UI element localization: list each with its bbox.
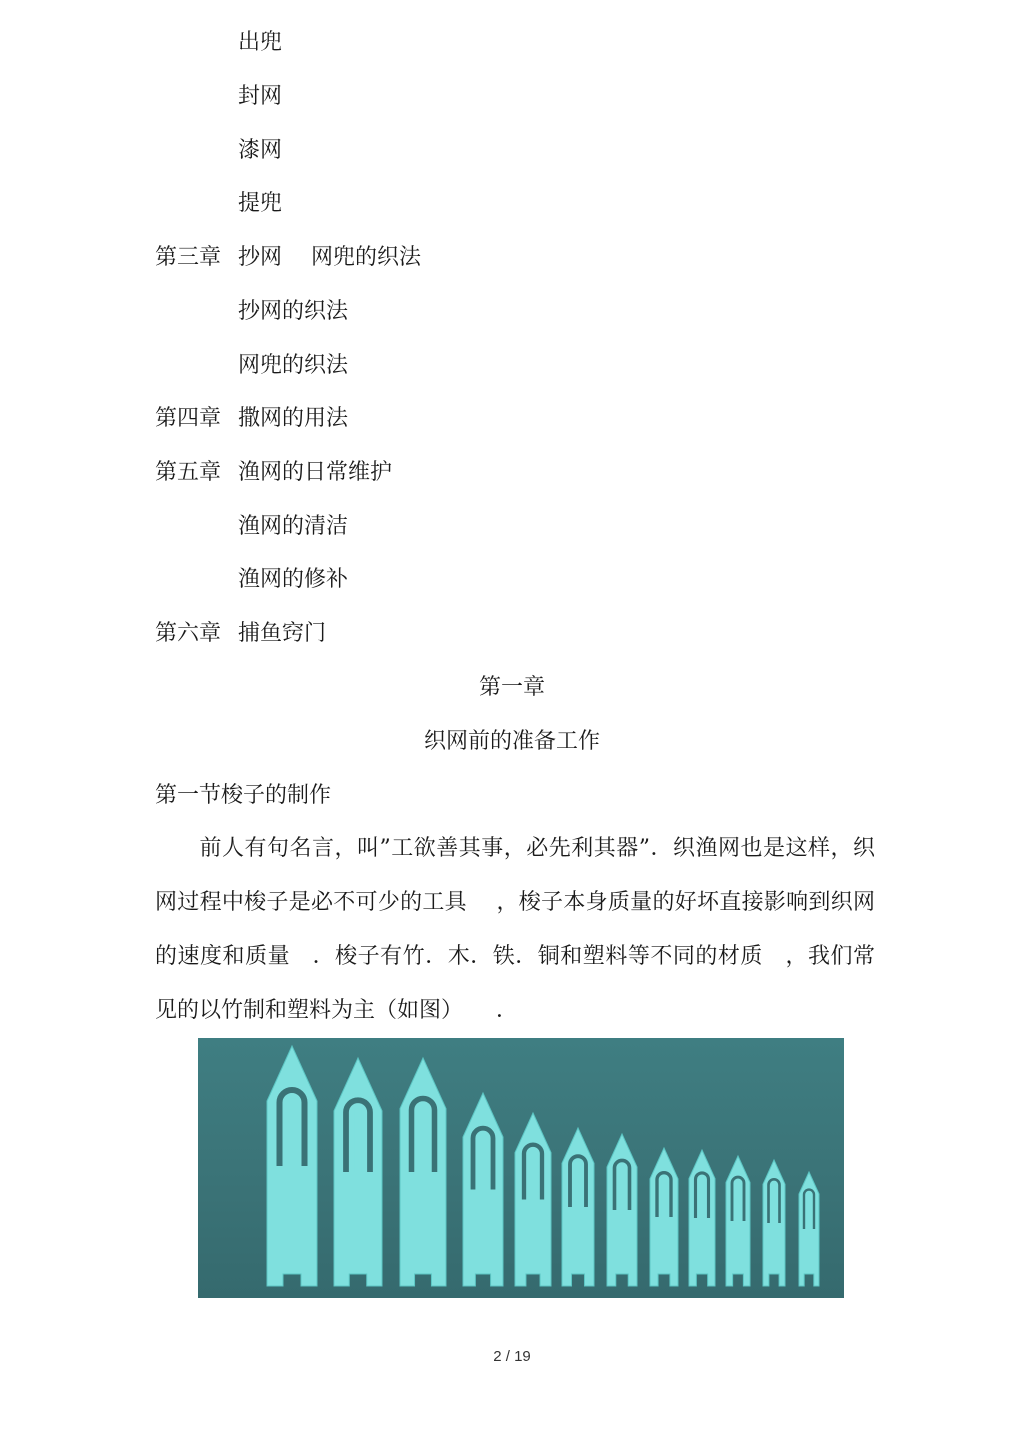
page-number: 2 / 19 — [493, 1348, 531, 1365]
chapter-number: 第四章 — [155, 406, 222, 431]
chapter-title: 渔网的日常维护 — [238, 460, 393, 485]
toc-chapter-3 — [155, 243, 421, 273]
toc-item-chudou: 出兜 — [238, 30, 283, 55]
shuttle-icon — [650, 1148, 678, 1286]
shuttle-icon — [400, 1058, 446, 1286]
toc-item-chaowang: 抄网的织法 — [238, 299, 349, 324]
shuttle-icon — [607, 1134, 637, 1286]
toc-item-tidou: 提兜 — [238, 191, 283, 216]
toc-chapter-6 — [155, 619, 326, 649]
chapter-number: 第三章 — [155, 245, 222, 270]
shuttle-photo — [198, 1038, 844, 1298]
toc-chapter-4 — [155, 404, 348, 434]
toc-item-fengwang: 封网 — [238, 84, 283, 109]
chapter-title: 抄网 网兜的织法 — [238, 245, 421, 270]
shuttles-illustration — [198, 1038, 844, 1298]
shuttle-icon — [515, 1113, 551, 1286]
toc-chapter-5 — [155, 458, 392, 488]
shuttle-icon — [267, 1046, 317, 1286]
body-paragraph — [155, 822, 875, 1038]
toc-item-qiwang: 漆网 — [238, 138, 283, 163]
chapter-title: 捕鱼窍门 — [238, 621, 327, 646]
shuttle-icon — [562, 1128, 594, 1286]
shuttle-icon — [763, 1160, 785, 1286]
shuttle-icon — [334, 1058, 382, 1286]
chapter-number: 第六章 — [155, 621, 222, 646]
shuttle-icon — [799, 1172, 819, 1286]
paragraph-text: 前人有句名言，叫”工欲善其事，必先利其器”．织渔网也是这样，织网过程中梭子是必不可少的工具 ，梭子本身质量的好坏直接影响到织网的速度和质量 ．梭子有竹．木．铁．铜和塑料等不同的材质 ，我们常见的以竹制和塑料为主（如图） ． — [155, 836, 875, 1023]
chapter-heading: 第一章 — [478, 675, 545, 700]
shuttle-icon — [463, 1093, 503, 1286]
toc-item-xiubu: 渔网的修补 — [238, 567, 349, 592]
section-heading: 第一节梭子的制作 — [155, 783, 332, 808]
toc-item-qingjie: 渔网的清洁 — [238, 514, 349, 539]
chapter-subheading: 织网前的准备工作 — [423, 729, 600, 754]
chapter-number: 第五章 — [155, 460, 222, 485]
chapter-title: 撒网的用法 — [238, 406, 349, 431]
shuttle-icon — [689, 1150, 715, 1286]
toc-item-wangdou: 网兜的织法 — [238, 353, 349, 378]
shuttle-icon — [726, 1156, 750, 1286]
